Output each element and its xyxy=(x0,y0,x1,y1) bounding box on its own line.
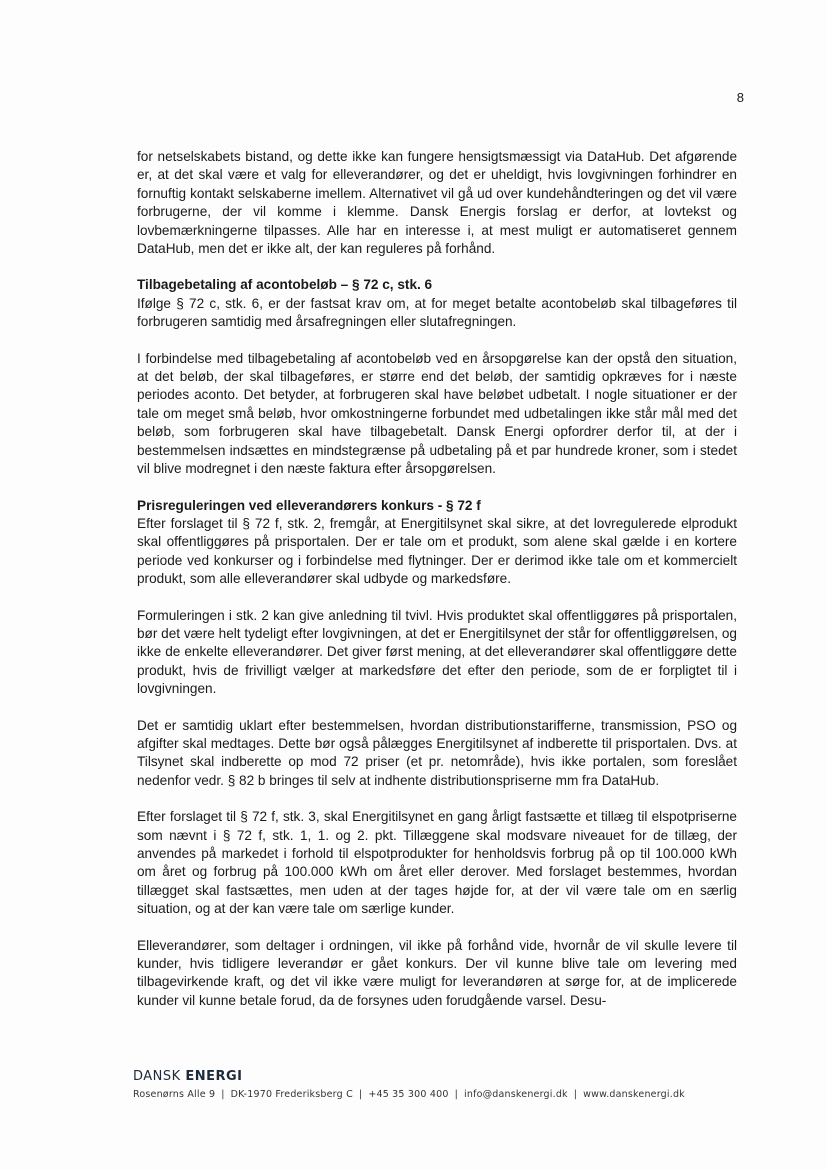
body-paragraph: Efter forslaget til § 72 f, stk. 2, fremgår, at Energitilsynet skal sikre, at det lovregulerede elprodukt skal offentliggøres på prisportalen. Der er tale om et produkt, som alene skal gælde i en kortere periode ved konkurser og i forbindelse med flytninger. Der er derimod ikke tale om et kommercielt produkt, som alle elleverandører skal udbyde og markedsføre. xyxy=(137,515,737,587)
body-paragraph: Ifølge § 72 c, stk. 6, er der fastsat krav om, at for meget betalte acontobeløb skal tilbageføres til forbrugeren samtidig med årsafregningen eller slutafregningen. xyxy=(137,295,737,330)
section-prisregulering xyxy=(137,497,737,1011)
street-address: Rosenørns Alle 9 xyxy=(133,1089,216,1100)
body-paragraph: Efter forslaget til § 72 f, stk. 3, skal Energitilsynet en gang årligt fastsætte et tillæg til elspotpriserne som nævnt i § 72 f, stk. 1, 1. og 2. pkt. Tillæggene skal modsvare niveauet for de tillæg, der anvendes på markedet i forhold til elspotprodukter for henholdsvis forbrug på op til 100.000 kWh om året og forbrug på 100.000 kWh om året eller derover. Med forslaget bestemmes, hvordan tillægget skal fastsættes, men uden at der tages højde for, at der vil være tale om en særlig situation, og at der kan være tale om særlige kunder. xyxy=(137,809,737,917)
contact-line: Rosenørns Alle 9 | DK-1970 Frederiksberg C | +45 35 300 400 | info@danskenergi.dk | www.danskenergi.dk xyxy=(133,1089,685,1100)
intro-paragraph: for netselskabets bistand, og dette ikke kan fungere hensigtsmæssigt via DataHub. Det afgørende er, at det skal være et valg for elleverandører, og det er uheldigt, hvis lovgivningen forhindrer en fornuftig kontakt selskaberne imellem. Alternativet vil gå ud over kundehåndteringen og det vil være forbrugerne, der vil komme i klemme. Dansk Energis forslag er derfor, at lovtekst og lovbemærkningerne tilpasses. Alle har en interesse i, at mest muligt er automatiseret gennem DataHub, men det er ikke alt, der kan reguleres på forhånd. xyxy=(137,149,737,257)
body-paragraph: I forbindelse med tilbagebetaling af acontobeløb ved en årsopgørelse kan der opstå den situation, at det beløb, der skal tilbageføres, er større end det beløb, der samtidig opkræves for i næste periodes aconto. Det betyder, at forbrugeren skal have beløbet udbetalt. I nogle situationer er der tale om meget små beløb, hvor omkostningerne forbundet med udbetalingen ikke står mål med det beløb, som forbrugeren skal have tilbagebetalt. Dansk Energi opfordrer derfor til, at der i bestemmelsen indsættes en mindstegrænse på udbetaling på et par hundrede kroner, som i stedet vil blive modregnet i den næste faktura efter årsopgørelsen. xyxy=(137,350,737,477)
body-paragraph: Det er samtidig uklart efter bestemmelsen, hvordan distributionstarifferne, transmission, PSO og afgifter skal medtages. Dette bør også pålægges Energitilsynet af indberette til prisportalen. Dvs. at Tilsynet skal indberette op mod 72 priser (et pr. netområde), hvis ikke portalen, som foreslået nedenfor vedr. § 82 b bringes til selv at indhente distributionspriserne mm fra DataHub. xyxy=(137,717,737,788)
section-heading: Prisreguleringen ved elleverandørers konkurs - § 72 f xyxy=(137,497,481,513)
company-logo xyxy=(133,1069,733,1084)
email-address: info@danskenergi.dk xyxy=(463,1089,568,1100)
body-paragraph: Elleverandører, som deltager i ordningen, vil ikke på forhånd vide, hvornår de vil skulle levere til kunder, hvis tidligere leverandør er gået konkurs. Der vil kunne blive tale om levering med tilbagevirkende kraft, og det vil ikke være muligt for leverandøren at sørge for, at de implicerede kunder vil kunne betale forud, da de forsynes uden forudgående varsel. Desu- xyxy=(137,937,737,1008)
page-number: 8 xyxy=(736,90,744,105)
body-paragraph: Formuleringen i stk. 2 kan give anledning til tvivl. Hvis produktet skal offentliggøres på prisportalen, bør det være helt tydeligt efter lovgivningen, at det er Energitilsynet der står for offentliggørelsen, og ikke de enkelte elleverandører. Det giver først mening, at det elleverandører skal offentliggøre dette produkt, hvis de frivilligt vælger at markedsføre det efter den periode, som de er forpligtet til i lovgivningen. xyxy=(137,607,737,697)
letterhead-footer xyxy=(133,1069,733,1100)
phone-number: +45 35 300 400 xyxy=(368,1089,449,1100)
postal-address: DK-1970 Frederiksberg C xyxy=(230,1089,353,1100)
section-heading: Tilbagebetaling af acontobeløb – § 72 c, stk. 6 xyxy=(137,277,433,293)
website-url: www.danskenergi.dk xyxy=(583,1089,685,1100)
section-acontobeloeb xyxy=(137,276,737,478)
brand-light: DANSK xyxy=(133,1069,181,1084)
document-body xyxy=(137,148,737,1028)
brand-bold: ENERGI xyxy=(185,1069,243,1084)
